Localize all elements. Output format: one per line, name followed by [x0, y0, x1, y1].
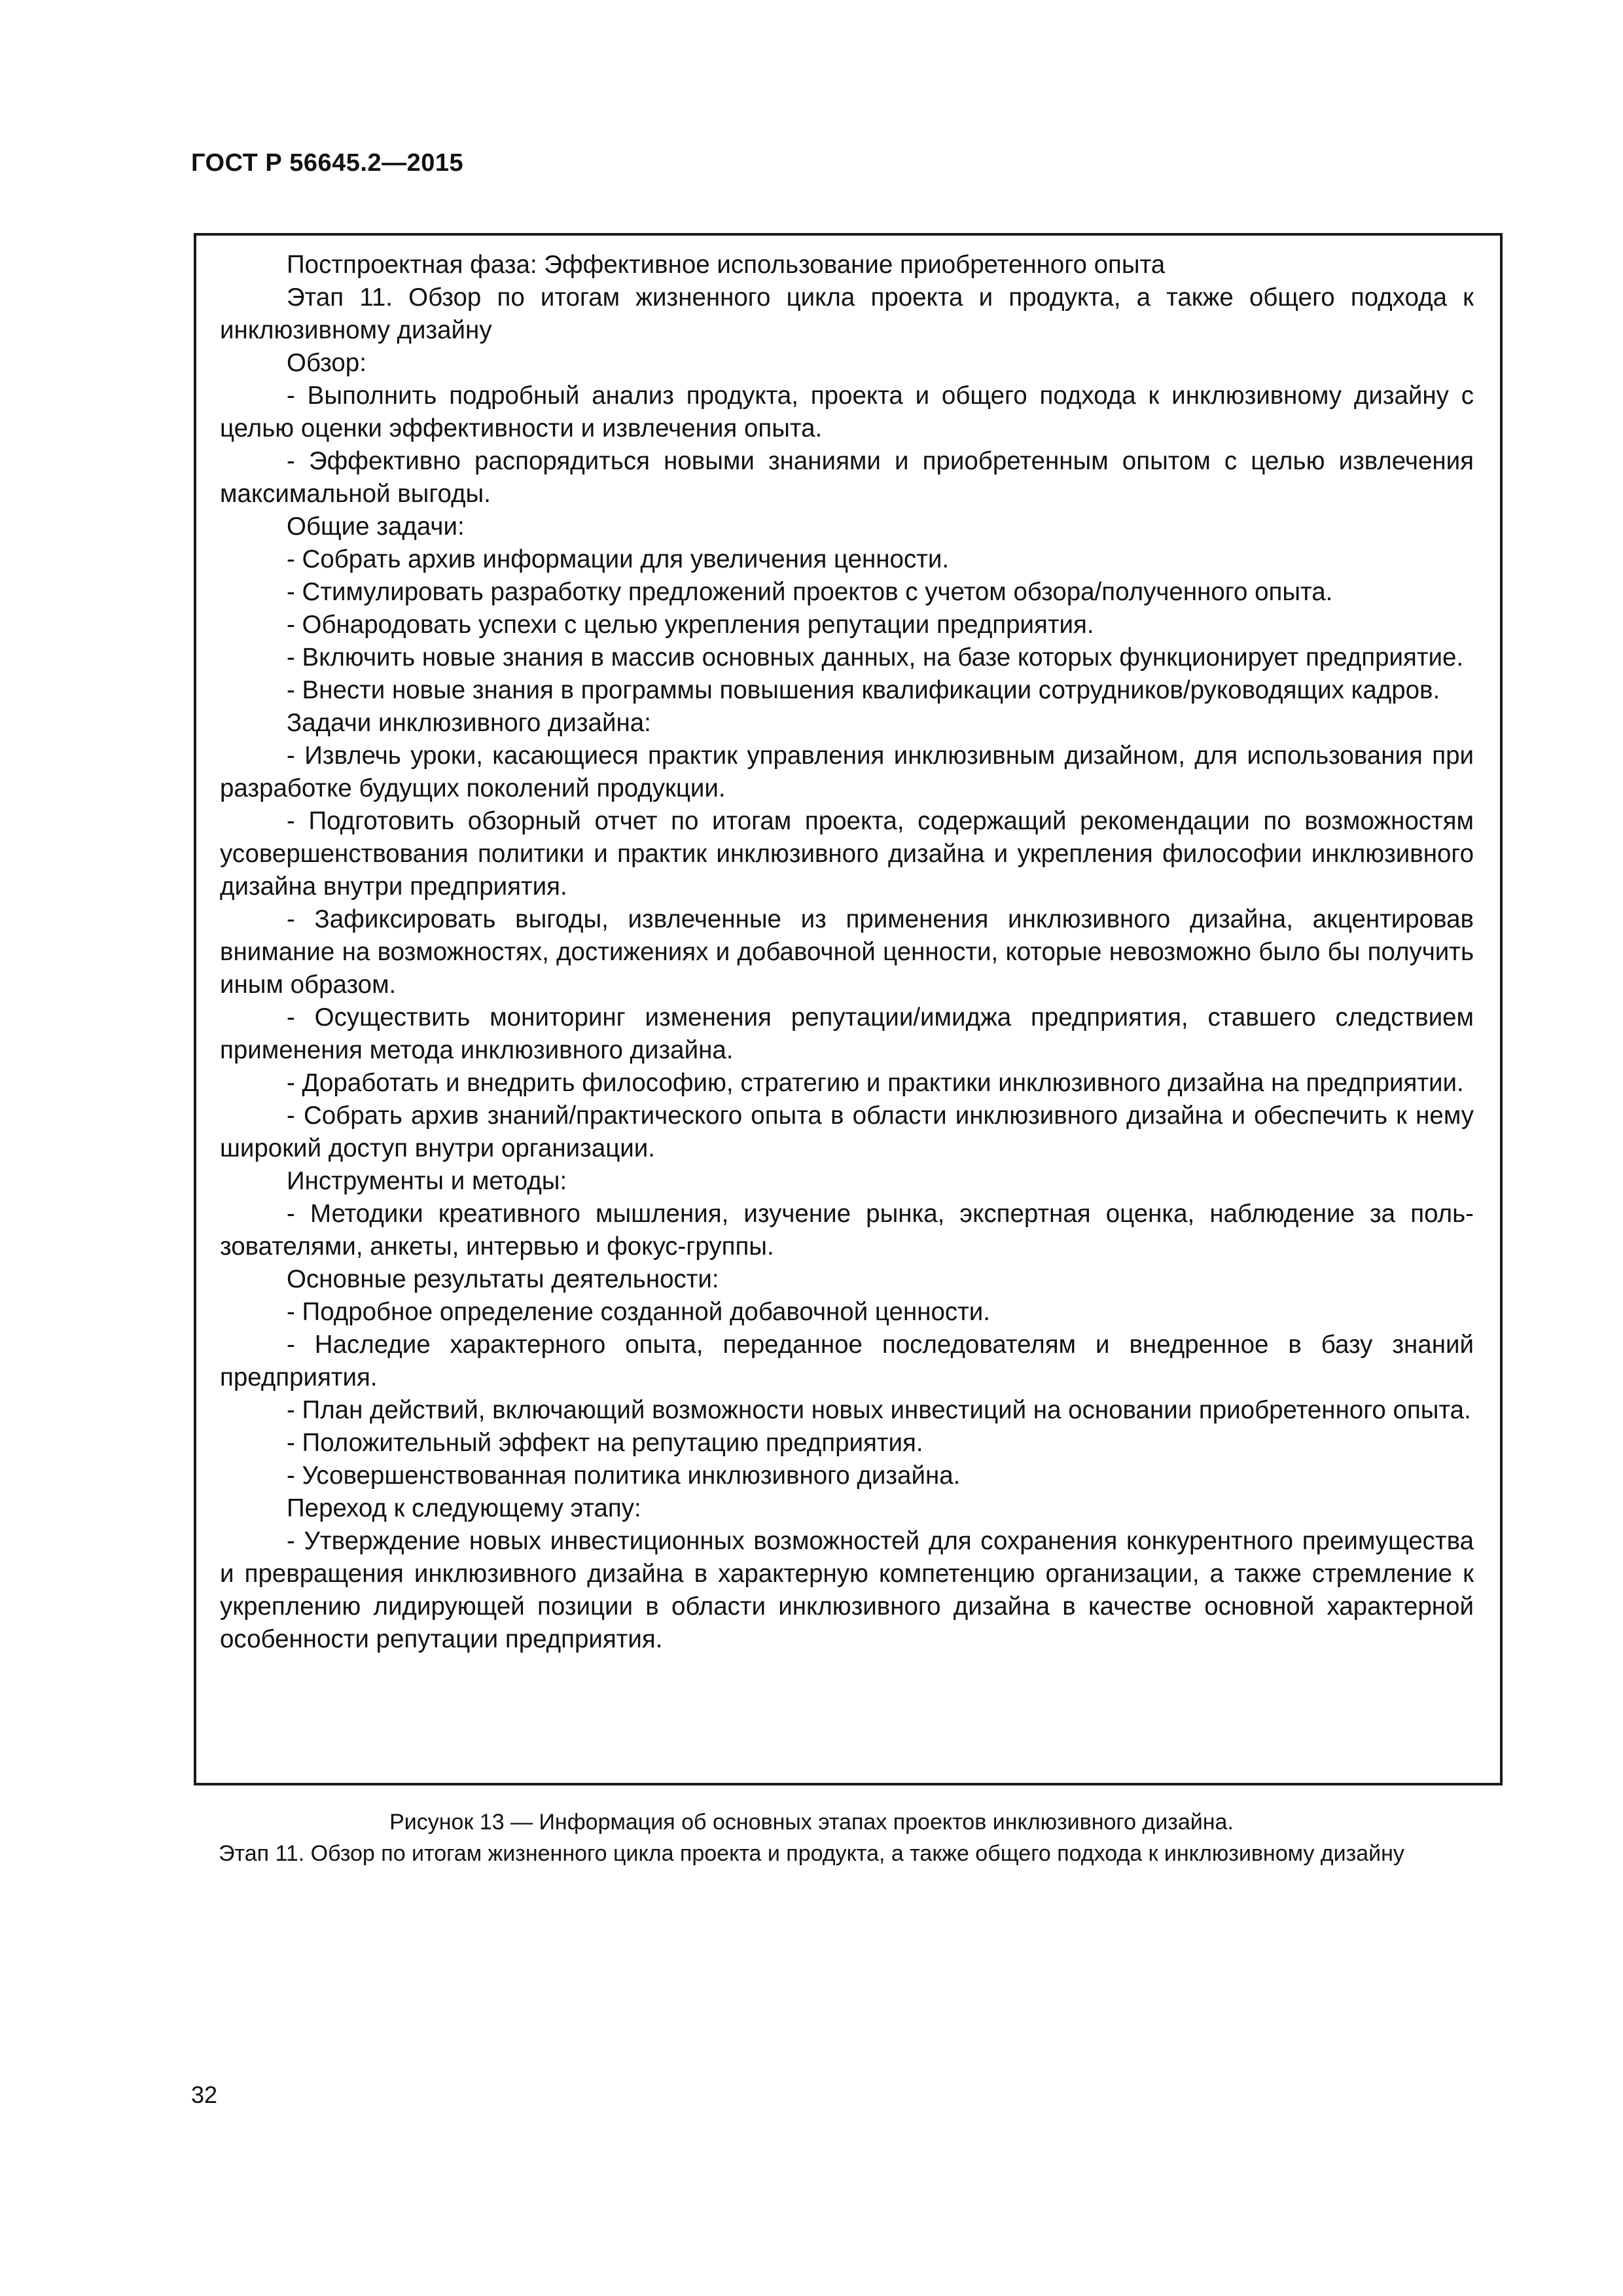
list-item: - Стимулировать разработку предложений проектов с учетом обзора/полученного опыта.	[287, 578, 1333, 606]
phase-title: Постпроектная фаза: Эффективное использование приобретенного опыта	[287, 251, 1166, 279]
list-item: - План действий, включающий возможности новых инвестиций на основании приобретенного опыта.	[287, 1396, 1471, 1424]
list-item: - Извлечь уроки, касающиеся практик управления инклюзивным дизайном, для использования при разработке будущих поколений продукции.	[220, 742, 1474, 802]
section-heading-key-results: Основные результаты деятельности:	[287, 1265, 719, 1293]
caption-line-figure: Рисунок 13 — Информация об основных этапах проектов инклюзивного дизайна.	[389, 1810, 1234, 1835]
list-item: - Собрать архив знаний/практического опыта в области инклюзивного дизайна и обеспечить к нему широкий доступ внутри организации.	[220, 1102, 1474, 1162]
section-heading-next-stage: Переход к следующему этапу:	[287, 1494, 641, 1522]
list-item: - Доработать и внедрить философию, стратегию и практики инклюзивного дизайна на предприятии.	[287, 1069, 1464, 1097]
list-item: - Подготовить обзорный отчет по итогам проекта, содержащий рекомендации по возможностям усовершенствования политики и практик инклюзивного дизайна и укрепления философии инклюзивного дизайна внутри предприятия.	[220, 807, 1474, 901]
section-heading-tools-methods: Инструменты и методы:	[287, 1167, 567, 1195]
section-heading-inclusive-design-tasks: Задачи инклюзивного дизайна:	[287, 709, 651, 737]
list-item: - Положительный эффект на репутацию предприятия.	[287, 1429, 923, 1457]
list-item: - Обнародовать успехи с целью укрепления репутации предприятия.	[287, 611, 1094, 639]
list-item: - Эффективно распорядиться новыми знаниями и приобретенным опытом с целью извлечения максимальной выгоды.	[220, 447, 1474, 508]
list-item: - Внести новые знания в программы повышения квалификации сотрудников/руководящих кадров.	[287, 676, 1440, 704]
list-item: - Выполнить подробный анализ продукта, проекта и общего подхода к инклюзивному дизайну с целью оценки эффективности и извлечения опыта.	[220, 382, 1474, 442]
section-heading-review: Обзор:	[287, 349, 366, 377]
list-item: - Подробное определение созданной добавочной ценности.	[287, 1298, 990, 1326]
list-item: - Утверждение новых инвестиционных возможностей для сохранения конкурентного преимущества и превращения инклюзивного дизайна в характерную компетенцию организации, а также стремление к укреплению лидирующей позиции в области инклюзивного дизайна в качестве основной характерной особенности репутации предприятия.	[220, 1527, 1474, 1653]
section-heading-general-tasks: Общие задачи:	[287, 512, 465, 541]
document-header: ГОСТ Р 56645.2—2015	[191, 149, 464, 177]
list-item: - Осуществить мониторинг изменения репутации/имиджа предприятия, ставшего следствием применения метода инклюзивного дизайна.	[220, 1003, 1474, 1064]
stage-title: Этап 11. Обзор по итогам жизненного цикла проекта и продукта, а также общего подхода к инклюзивному дизайну	[220, 283, 1474, 344]
list-item: - Зафиксировать выгоды, извлеченные из применения инклюзивного дизайна, акцентировав внимание на возможностях, достижениях и добавочной ценности, которые невозможно было бы получить иным образом.	[220, 905, 1474, 999]
list-item: - Методики креативного мышления, изучение рынка, экспертная оценка, наблюдение за пользователями, анкеты, интервью и фокус-группы.	[220, 1200, 1474, 1261]
list-item: - Включить новые знания в массив основных данных, на базе которых функционирует предприятие.	[287, 643, 1464, 672]
list-item: - Усовершенствованная политика инклюзивного дизайна.	[287, 1462, 961, 1490]
list-item: - Собрать архив информации для увеличения ценности.	[287, 545, 950, 573]
list-item: - Наследие характерного опыта, переданное последователям и внедренное в базу знаний предприятия.	[220, 1331, 1474, 1391]
figure-caption	[131, 1806, 1492, 1869]
figure-frame	[194, 233, 1503, 1785]
page-number: 32	[191, 2081, 218, 2108]
caption-line-stage: Этап 11. Обзор по итогам жизненного цикла проекта и продукта, а также общего подхода к инклюзивному дизайну	[219, 1841, 1404, 1866]
